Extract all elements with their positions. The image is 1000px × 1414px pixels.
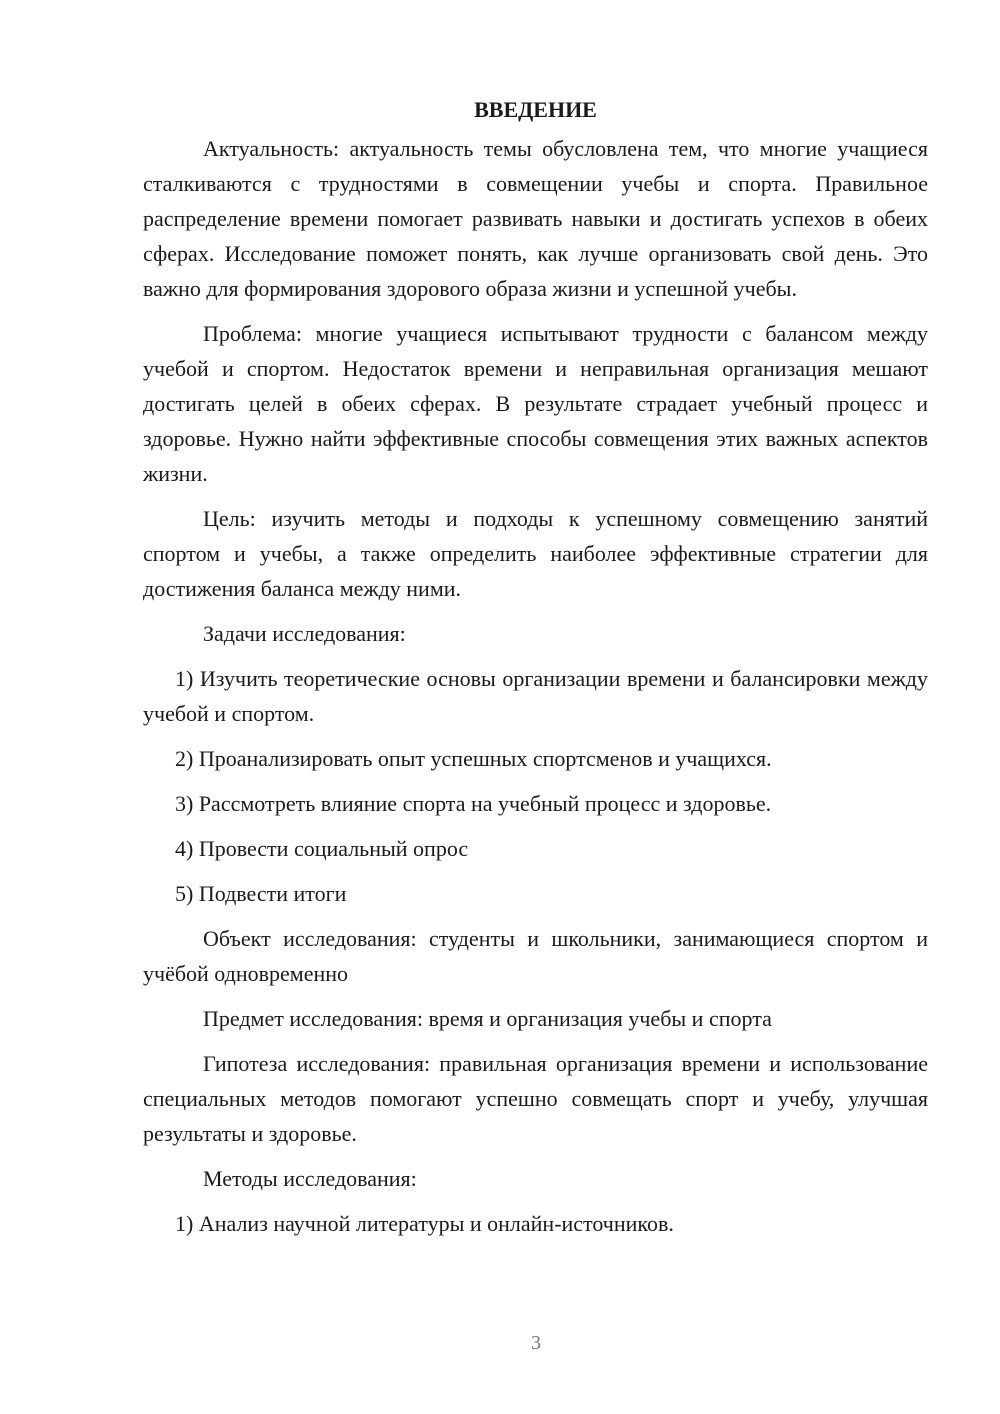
task-item: 1) Изучить теоретические основы организации времени и балансировки между учебой и спортом. xyxy=(143,666,928,726)
document-page xyxy=(143,92,928,1251)
method-item: 1) Анализ научной литературы и онлайн-источников. xyxy=(175,1211,674,1236)
problem-paragraph: Проблема: многие учащиеся испытывают трудности с балансом между учебой и спортом. Недостаток времени и неправильная организация мешают достигать целей в обеих сферах. В результате страдает учебный процесс и здоровье. Нужно найти эффективные способы совмещения этих важных аспектов жизни. xyxy=(143,321,928,486)
task-item: 5) Подвести итоги xyxy=(175,881,347,906)
subject-paragraph: Предмет исследования: время и организация учебы и спорта xyxy=(203,1006,772,1031)
methods-heading: Методы исследования: xyxy=(203,1166,417,1191)
tasks-heading: Задачи исследования: xyxy=(203,621,406,646)
page-number: 3 xyxy=(531,1332,541,1354)
hypothesis-paragraph: Гипотеза исследования: правильная организация времени и использование специальных методов помогают успешно совмещать спорт и учебу, улучшая результаты и здоровье. xyxy=(143,1051,928,1146)
task-item: 4) Провести социальный опрос xyxy=(175,836,469,861)
task-item: 3) Рассмотреть влияние спорта на учебный процесс и здоровье. xyxy=(175,791,772,816)
object-paragraph: Объект исследования: студенты и школьники, занимающиеся спортом и учёбой одновременно xyxy=(143,926,928,986)
page-title: ВВЕДЕНИЕ xyxy=(474,97,597,122)
task-item: 2) Проанализировать опыт успешных спортсменов и учащихся. xyxy=(175,746,772,771)
goal-paragraph: Цель: изучить методы и подходы к успешному совмещению занятий спортом и учебы, а также определить наиболее эффективные стратегии для достижения баланса между ними. xyxy=(143,506,928,601)
relevance-paragraph: Актуальность: актуальность темы обусловлена тем, что многие учащиеся сталкиваются с трудностями в совмещении учебы и спорта. Правильное распределение времени помогает развивать навыки и достигать успехов в обеих сферах. Исследование поможет понять, как лучше организовать свой день. Это важно для формирования здорового образа жизни и успешной учебы. xyxy=(143,136,928,301)
